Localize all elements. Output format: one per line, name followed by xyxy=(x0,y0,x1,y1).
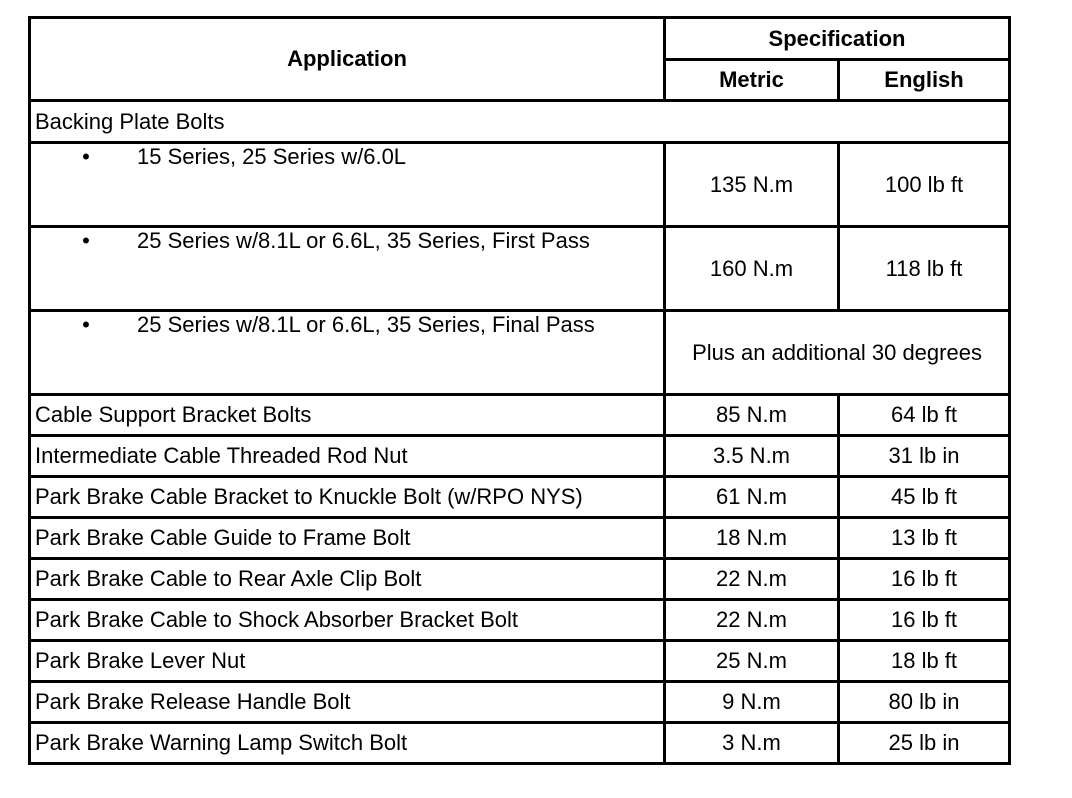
section-item-row xyxy=(30,311,1010,395)
table-row xyxy=(30,682,1010,723)
english-value: 18 lb ft xyxy=(839,641,1010,682)
section-item-text: 25 Series w/8.1L or 6.6L, 35 Series, First Pass xyxy=(137,228,590,253)
header-row-top xyxy=(30,18,1010,60)
application-cell: Park Brake Warning Lamp Switch Bolt xyxy=(30,723,665,764)
application-cell: Park Brake Cable Guide to Frame Bolt xyxy=(30,518,665,559)
table-row xyxy=(30,436,1010,477)
application-cell: Park Brake Cable to Rear Axle Clip Bolt xyxy=(30,559,665,600)
metric-value: 3.5 N.m xyxy=(665,436,839,477)
table-row xyxy=(30,477,1010,518)
section-title: Backing Plate Bolts xyxy=(30,101,1010,143)
application-cell: Park Brake Cable Bracket to Knuckle Bolt (w/RPO NYS) xyxy=(30,477,665,518)
english-value: 64 lb ft xyxy=(839,395,1010,436)
english-header: English xyxy=(839,60,1010,101)
english-value: 13 lb ft xyxy=(839,518,1010,559)
metric-value: 22 N.m xyxy=(665,559,839,600)
bullet-icon: • xyxy=(82,144,90,169)
english-value: 31 lb in xyxy=(839,436,1010,477)
fastener-spec-table xyxy=(28,16,1011,765)
section-item-application xyxy=(30,227,665,311)
table-row xyxy=(30,723,1010,764)
spec-note: Plus an additional 30 degrees xyxy=(665,311,1010,395)
metric-value: 85 N.m xyxy=(665,395,839,436)
table-row xyxy=(30,600,1010,641)
application-cell: Park Brake Release Handle Bolt xyxy=(30,682,665,723)
table-row xyxy=(30,641,1010,682)
section-item-application xyxy=(30,311,665,395)
english-value: 25 lb in xyxy=(839,723,1010,764)
metric-value: 9 N.m xyxy=(665,682,839,723)
english-value: 118 lb ft xyxy=(839,227,1010,311)
english-value: 45 lb ft xyxy=(839,477,1010,518)
table-row xyxy=(30,395,1010,436)
metric-header: Metric xyxy=(665,60,839,101)
metric-value: 61 N.m xyxy=(665,477,839,518)
section-item-text: 25 Series w/8.1L or 6.6L, 35 Series, Final Pass xyxy=(137,312,595,337)
section-row xyxy=(30,101,1010,143)
english-value: 100 lb ft xyxy=(839,143,1010,227)
section-item-row xyxy=(30,227,1010,311)
section-item-row xyxy=(30,143,1010,227)
application-cell: Cable Support Bracket Bolts xyxy=(30,395,665,436)
metric-value: 25 N.m xyxy=(665,641,839,682)
application-cell: Park Brake Cable to Shock Absorber Bracket Bolt xyxy=(30,600,665,641)
metric-value: 160 N.m xyxy=(665,227,839,311)
english-value: 16 lb ft xyxy=(839,600,1010,641)
metric-value: 18 N.m xyxy=(665,518,839,559)
bullet-icon: • xyxy=(82,228,90,253)
metric-value: 22 N.m xyxy=(665,600,839,641)
english-value: 16 lb ft xyxy=(839,559,1010,600)
table-row xyxy=(30,518,1010,559)
english-value: 80 lb in xyxy=(839,682,1010,723)
table-row xyxy=(30,559,1010,600)
section-item-application xyxy=(30,143,665,227)
bullet-icon: • xyxy=(82,312,90,337)
section-item-text: 15 Series, 25 Series w/6.0L xyxy=(137,144,407,169)
application-cell: Intermediate Cable Threaded Rod Nut xyxy=(30,436,665,477)
metric-value: 135 N.m xyxy=(665,143,839,227)
specification-header: Specification xyxy=(665,18,1010,60)
metric-value: 3 N.m xyxy=(665,723,839,764)
application-header: Application xyxy=(30,18,665,101)
application-cell: Park Brake Lever Nut xyxy=(30,641,665,682)
